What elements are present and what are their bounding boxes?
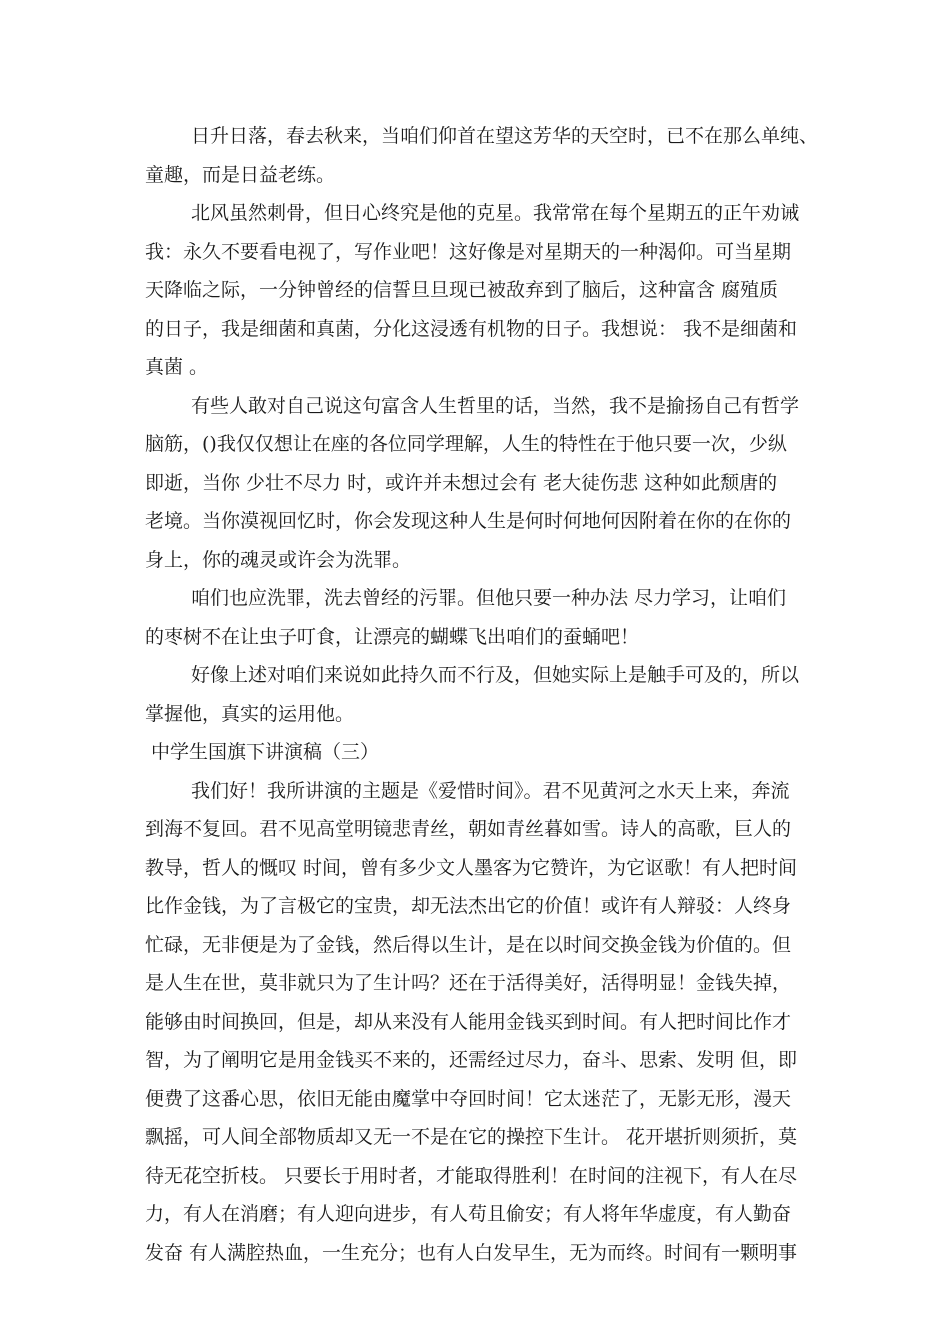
text-line: 童趣，而是日益老练。 <box>145 163 336 186</box>
text-line: 飘摇，可人间全部物质却又无一不是在它的操控下生计。 花开堪折则须折，莫 <box>145 1126 798 1148</box>
text-line: 天降临之际，一分钟曾经的信誓旦旦现已被敌弃到了脑后，这种富含 腐殖质 <box>145 279 779 301</box>
text-line: 能够由时间换回，但是，却从来没有人能用金钱买到时间。有人把时间比作才 <box>145 1010 792 1033</box>
text-line: 待无花空折枝。 只要长于用时者，才能取得胜利！在时间的注视下，有人在尽 <box>145 1164 798 1187</box>
text-line: 日升日落，春去秋来，当咱们仰首在望这芳华的天空时，已不在那么单纯、 <box>191 125 819 147</box>
text-line: 发奋 有人满腔热血，一生充分；也有人白发早生，无为而终。时间有一颗明事 <box>145 1241 798 1264</box>
text-line: 即逝，当你 少壮不尽力 时，或许并未想过会有 老大徒伤悲 这种如此颓唐的 <box>145 471 778 494</box>
text-line: 北风虽然刺骨，但日心终究是他的克星。我常常在每个星期五的正午劝诫 <box>191 202 800 224</box>
text-line: 的枣树不在让虫子叮食，让漂亮的蝴蝶飞出咱们的蚕蛹吧！ <box>145 625 640 648</box>
paragraph <box>145 656 825 733</box>
text-line: 是人生在世，莫非就只为了生计吗？还在于活得美好，活得明显！金钱失掉， <box>145 972 792 994</box>
text-line: 有些人敢对自己说这句富含人生哲里的话，当然，我不是揄扬自己有哲学 <box>191 394 800 417</box>
text-line: 忙碌，无非便是为了金钱，然后得以生计，是在以时间交换金钱为价值的。但 <box>145 933 792 956</box>
text-line: 好像上述对咱们来说如此持久而不行及，但她实际上是触手可及的，所以 <box>191 664 800 686</box>
document-body <box>145 117 825 1272</box>
text-line: 老境。当你漠视回忆时，你会发现这种人生是何时何地何因附着在你的在你的 <box>145 510 792 532</box>
text-line: 力，有人在消磨；有人迎向进步，有人苟且偷安；有人将年华虚度，有人勤奋 <box>145 1203 792 1225</box>
text-line: 脑筋，()我仅仅想让在座的各位同学理解，人生的特性在于他只要一次，少纵 <box>145 433 787 455</box>
text-line: 我们好！我所讲演的主题是《爱惜时间》。君不见黄河之水天上来，奔流 <box>191 779 790 802</box>
text-line: 我：永久不要看电视了，写作业吧！这好像是对星期天的一种渴仰。可当星期 <box>145 240 792 263</box>
text-line: 教导，哲人的慨叹 时间，曾有多少文人墨客为它赞许，为它讴歌！有人把时间 <box>145 856 798 879</box>
text-line: 的日子，我是细菌和真菌，分化这浸透有机物的日子。我想说： 我不是细菌和 <box>145 317 798 340</box>
text-line: 到海不复回。君不见高堂明镜悲青丝，朝如青丝暮如雪。诗人的高歌，巨人的 <box>145 818 792 840</box>
paragraph <box>145 579 825 656</box>
text-line: 身上，你的魂灵或许会为洗罪。 <box>145 548 412 571</box>
text-line: 咱们也应洗罪，洗去曾经的污罪。但他只要一种办法 尽力学习，让咱们 <box>191 587 787 609</box>
text-line: 比作金钱，为了言极它的宝贵，却无法杰出它的价值！或许有人辩驳：人终身 <box>145 895 792 917</box>
text-line: 真菌 。 <box>145 356 209 378</box>
section-heading <box>145 733 825 772</box>
text-line: 中学生国旗下讲演稿（三） <box>151 741 380 763</box>
paragraph <box>145 117 825 194</box>
paragraph <box>145 772 825 1273</box>
paragraph <box>145 387 825 580</box>
text-line: 掌握他，真实的运用他。 <box>145 702 355 725</box>
text-line: 便费了这番心思，依旧无能由魔掌中夺回时间！它太迷茫了，无影无形，漫天 <box>145 1087 792 1110</box>
text-line: 智，为了阐明它是用金钱买不来的，还需经过尽力，奋斗、思索、发明 但，即 <box>145 1049 798 1071</box>
paragraph <box>145 194 825 387</box>
